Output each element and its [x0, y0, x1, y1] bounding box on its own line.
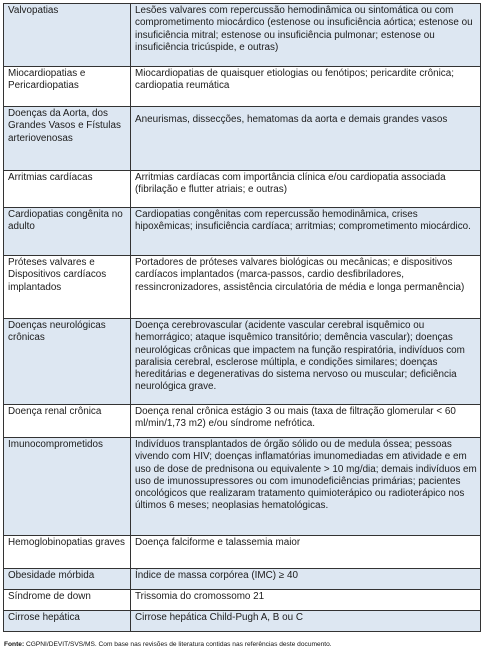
table-row [4, 4, 481, 67]
table-row [4, 256, 481, 319]
condition-cell: Obesidade mórbida [4, 569, 131, 590]
table-row [4, 171, 481, 208]
table-row [4, 438, 481, 536]
condition-cell: Síndrome de down [4, 590, 131, 611]
condition-cell: Doença renal crônica [4, 405, 131, 438]
description-cell: Trissomia do cromossomo 21 [131, 590, 481, 611]
source-text: CGPNI/DEVIT/SVS/MS. Com base nas revisões de literatura contidas nas referências deste documento. [24, 641, 332, 648]
description-cell: Lesões valvares com repercussão hemodinâmica ou sintomática ou com comprometimento miocárdico (estenose ou insuficiência aórtica; estenose ou insuficiência mitral; estenose ou insuficiência pulmonar; estenose ou insuficiência tricúspide, e outras) [131, 4, 481, 67]
table-row [4, 405, 481, 438]
description-cell: Aneurismas, dissecções, hematomas da aorta e demais grandes vasos [131, 107, 481, 171]
description-cell: Cirrose hepática Child-Pugh A, B ou C [131, 611, 481, 632]
condition-cell: Cardiopatias congênita no adulto [4, 208, 131, 256]
table-row [4, 208, 481, 256]
table-row [4, 611, 481, 632]
description-cell: Arritmias cardíacas com importância clínica e/ou cardiopatia associada (fibrilação e flutter atriais; e outras) [131, 171, 481, 208]
description-cell: Indivíduos transplantados de órgão sólido ou de medula óssea; pessoas vivendo com HIV; doenças inflamatórias imunomediadas em atividade e em uso de dose de prednisona ou equivalente > 10 mg/dia; demais indivíduos em uso de imunossupressores ou com imunodeficiências primárias; pacientes oncológicos que realizaram tratamento quimioterápico ou radioterápico nos últimos 6 meses; neoplasias hematológicas. [131, 438, 481, 536]
description-cell: Doença cerebrovascular (acidente vascular cerebral isquêmico ou hemorrágico; ataque isquêmico transitório; demência vascular); doenças neurológicas crônicas que impactem na função respiratória, indivíduos com paralisia cerebral, esclerose múltipla, e condições similares; doenças hereditárias e degenerativas do sistema nervoso ou muscular; deficiência neurológica grave. [131, 319, 481, 405]
source-note [4, 641, 482, 649]
table-row [4, 319, 481, 405]
description-cell: Doença falciforme e talassemia maior [131, 536, 481, 569]
condition-cell: Hemoglobinopatias graves [4, 536, 131, 569]
condition-cell: Valvopatias [4, 4, 131, 67]
comorbidities-table [3, 3, 481, 632]
condition-cell: Cirrose hepática [4, 611, 131, 632]
condition-cell: Doenças neurológicas crônicas [4, 319, 131, 405]
condition-cell: Arritmias cardíacas [4, 171, 131, 208]
table-row [4, 536, 481, 569]
condition-cell: Imunocomprometidos [4, 438, 131, 536]
document-page [3, 3, 481, 632]
source-label: Fonte: [4, 641, 25, 648]
description-cell: Portadores de próteses valvares biológicas ou mecânicas; e dispositivos cardíacos implantados (marca-passos, cardio desfibriladores, ressincronizadores, assistência circulatória de média e longa permanência) [131, 256, 481, 319]
description-cell: Miocardiopatias de quaisquer etiologias ou fenótipos; pericardite crônica; cardiopatia reumática [131, 67, 481, 107]
table-row [4, 569, 481, 590]
condition-cell: Próteses valvares e Dispositivos cardíacos implantados [4, 256, 131, 319]
description-cell: Cardiopatias congênitas com repercussão hemodinâmica, crises hipoxêmicas; insuficiência cardíaca; arritmias; comprometimento miocárdico. [131, 208, 481, 256]
condition-cell: Doenças da Aorta, dos Grandes Vasos e Fístulas arteriovenosas [4, 107, 131, 171]
table-row [4, 67, 481, 107]
condition-cell: Miocardiopatias e Pericardiopatias [4, 67, 131, 107]
table-row [4, 107, 481, 171]
description-cell: Índice de massa corpórea (IMC) ≥ 40 [131, 569, 481, 590]
description-cell: Doença renal crônica estágio 3 ou mais (taxa de filtração glomerular < 60 ml/min/1,73 m2) e/ou síndrome nefrótica. [131, 405, 481, 438]
table-row [4, 590, 481, 611]
